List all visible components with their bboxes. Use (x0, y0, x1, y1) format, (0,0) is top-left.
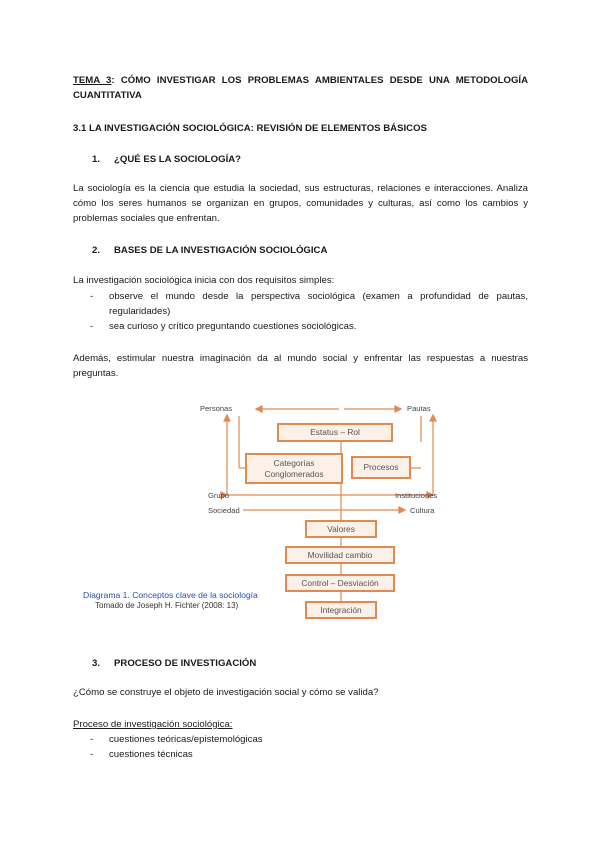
box-estatus-rol (277, 423, 393, 442)
s3-heading (92, 657, 256, 672)
s2-requirements-list (90, 290, 528, 335)
box-movilidad-label: Movilidad cambio (307, 549, 373, 560)
box-procesos-label: Procesos (363, 462, 399, 473)
box-categorias-label: Categorías (273, 458, 315, 469)
label-grupo: Grupo (208, 491, 230, 500)
document-title (73, 74, 528, 104)
label-pautas: Pautas (407, 404, 431, 413)
label-cultura: Cultura (410, 506, 435, 515)
section-heading: 3.1 LA INVESTIGACIÓN SOCIOLÓGICA: REVISIÓN DE ELEMENTOS BÁSICOS (73, 123, 427, 134)
box-conglomerados-label: Conglomerados (264, 468, 324, 479)
s1-number: 1. (92, 154, 101, 165)
label-personas: Personas (200, 404, 233, 413)
box-procesos (351, 456, 411, 479)
s3-process-list (90, 733, 528, 763)
box-valores-label: Valores (327, 523, 355, 534)
diagram-source: Tomado de Joseph H. Fichter (2008: 13) (95, 601, 239, 610)
s2-heading (92, 244, 327, 259)
box-integracion (305, 601, 377, 619)
arrowhead (430, 415, 436, 421)
box-categorias (245, 453, 343, 484)
list-item: - cuestiones teóricas/epistemológicas (90, 733, 528, 748)
arrowhead (224, 415, 230, 421)
label-sociedad: Sociedad (208, 506, 240, 515)
label-instituciones: Instituciones (395, 491, 438, 500)
s1-heading-text: ¿QUÉ ES LA SOCIOLOGÍA? (114, 154, 242, 165)
s1-paragraph: La sociología es la ciencia que estudia la sociedad, sus estructuras, relaciones e interacciones. Analiza cómo los seres humanos se organizan en grupos, comunidades y culturas, así como los cambios y problemas sociales que enfrentan. (73, 183, 528, 224)
arrowhead (395, 406, 401, 412)
arrowhead (256, 406, 262, 412)
box-integracion-label: Integración (320, 604, 362, 615)
list-item: - cuestiones técnicas (90, 748, 528, 763)
arrowhead (399, 507, 405, 513)
s3-heading-text: PROCESO DE INVESTIGACIÓN (114, 658, 257, 669)
s3-number: 3. (92, 658, 101, 669)
s2-paragraph: Además, estimular nuestra imaginación da al mundo social y enfrentar las respuestas a nuestras preguntas. (73, 353, 528, 379)
diagram-connectors (81, 396, 461, 622)
box-valores (305, 520, 377, 538)
concepts-diagram (81, 396, 461, 622)
list-item: - observe el mundo desde la perspectiva sociológica (examen a profundidad de pautas, regularidades) (90, 290, 528, 320)
title-prefix: TEMA 3 (73, 75, 112, 86)
diagram-caption: Diagrama 1. Conceptos clave de la sociología (83, 590, 258, 600)
box-estatus-rol-label: Estatus – Rol (310, 427, 360, 438)
box-control-label: Control – Desviación (301, 577, 379, 588)
s3-subheading: Proceso de investigación sociológica: (73, 719, 233, 730)
s3-question: ¿Cómo se construye el objeto de investigación social y cómo se valida? (73, 687, 379, 698)
box-movilidad-cambio (285, 546, 395, 564)
s2-number: 2. (92, 245, 101, 256)
title-rest: : CÓMO INVESTIGAR LOS PROBLEMAS AMBIENTALES DESDE UNA METODOLOGÍA CUANTITATIVA (73, 75, 529, 101)
box-control-desviacion (285, 574, 395, 592)
s1-heading (92, 153, 241, 168)
s2-intro: La investigación sociológica inicia con dos requisitos simples: (73, 275, 335, 286)
list-item: - sea curioso y crítico preguntando cuestiones sociológicas. (90, 320, 528, 335)
s2-heading-text: BASES DE LA INVESTIGACIÓN SOCIOLÓGICA (114, 245, 328, 256)
